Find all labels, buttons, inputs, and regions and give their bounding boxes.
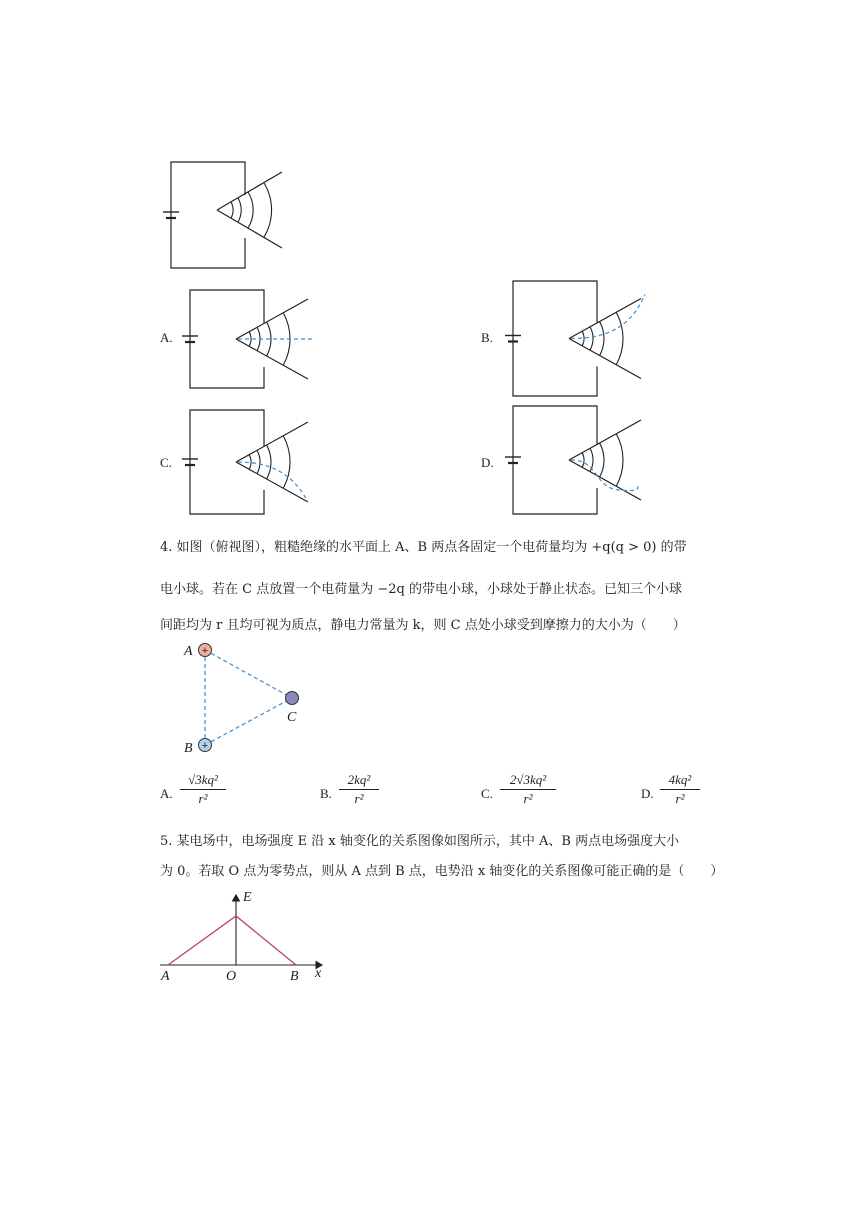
option-c-label[interactable]: C. xyxy=(160,455,172,470)
q4-answer-c-num: 2√3kq² xyxy=(509,772,547,787)
q5-text-line-2: 为 0。若取 O 点为零势点，则从 A 点到 B 点，电势沿 x 轴变化的关系图像可能正确的是（ ） xyxy=(160,864,724,879)
option-a-label[interactable]: A. xyxy=(160,330,173,345)
q4-label-a: A xyxy=(184,644,193,659)
q5-tick-a: A xyxy=(161,969,170,984)
q5-text-line-1: 5. 某电场中，电场强度 E 沿 x 轴变化的关系图像如图所示，其中 A、B 两点电场强度大小 xyxy=(160,834,680,849)
q4-answer-d-label[interactable]: D. xyxy=(641,786,654,801)
option-d-label[interactable]: D. xyxy=(481,455,494,470)
q4-charge-b-sign: + xyxy=(201,740,209,752)
option-b-label[interactable]: B. xyxy=(481,330,493,345)
q4-answer-d-num: 4kq² xyxy=(668,772,692,787)
q5-x-label: x xyxy=(315,966,322,981)
q4-answer-c-label[interactable]: C. xyxy=(481,786,493,801)
q4-answer-c-den: r² xyxy=(523,791,533,806)
q4-answer-a-den: r² xyxy=(198,791,208,806)
q4-answer-d-den: r² xyxy=(675,791,685,806)
q4-text-line-1: 4. 如图（俯视图），粗糙绝缘的水平面上 A、B 两点各固定一个电荷量均为 +q(q > 0) 的带 xyxy=(160,540,687,555)
q5-e-curve xyxy=(168,916,296,965)
q4-charge-a-sign: + xyxy=(201,645,209,657)
q4-label-c: C xyxy=(287,710,297,725)
q4-answer-b-den: r² xyxy=(354,791,364,806)
q5-tick-b: B xyxy=(290,969,299,984)
q5-y-label: E xyxy=(243,890,252,905)
q5-tick-o: O xyxy=(226,969,237,984)
q4-answer-b-label[interactable]: B. xyxy=(320,786,332,801)
q4-answer-b-num: 2kq² xyxy=(347,772,371,787)
q4-answer-a-label[interactable]: A. xyxy=(160,786,173,801)
q4-text-line-3: 间距均为 r 且均可视为质点，静电力常量为 k，则 C 点处小球受到摩擦力的大小为（ ） xyxy=(160,618,686,633)
q4-text-line-2: 电小球。若在 C 点放置一个电荷量为 −2q 的带电小球，小球处于静止状态。已知三个小球 xyxy=(160,582,682,597)
q4-label-b: B xyxy=(184,741,193,756)
q4-answer-a-num: √3kq² xyxy=(188,772,218,787)
